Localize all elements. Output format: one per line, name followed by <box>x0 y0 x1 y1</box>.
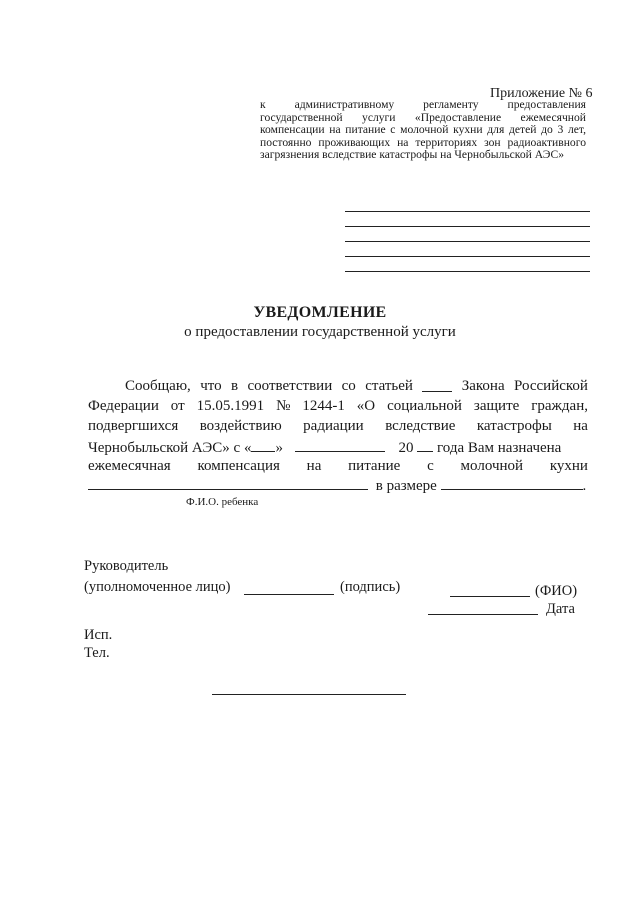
date-caption: Дата <box>546 601 575 617</box>
body-line-5 <box>88 458 588 475</box>
document-title: УВЕДОМЛЕНИЕ <box>253 304 387 321</box>
fio-caption: (ФИО) <box>535 583 578 599</box>
body-word: 15.05.1991 <box>196 398 265 414</box>
year-prefix: 20 <box>398 440 414 456</box>
body-word: Закона <box>461 378 505 394</box>
body-word: от <box>170 398 185 414</box>
body-word: со <box>341 378 356 394</box>
child-name-blank <box>88 476 368 490</box>
document-subtitle: о предоставлении государственной услуги <box>184 324 456 340</box>
body-line-1 <box>125 378 588 395</box>
body-word: № <box>276 398 291 414</box>
body-line-4 <box>88 438 561 457</box>
body-line-2 <box>88 398 588 415</box>
authorized-person-label: (уполномоченное лицо) <box>84 579 231 595</box>
body-text: года Вам назначена <box>436 440 562 456</box>
body-line-3 <box>88 418 588 435</box>
body-word: Сообщаю, <box>125 378 191 394</box>
body-word: граждан, <box>531 398 588 414</box>
body-word: статьей <box>365 378 413 394</box>
body-word: защите <box>473 398 520 414</box>
body-word: социальной <box>387 398 462 414</box>
body-word: воздействию <box>199 418 282 434</box>
year-blank <box>417 438 433 452</box>
amount-blank <box>441 476 583 490</box>
signature-line <box>244 594 334 595</box>
appendix-number: Приложение № 6 <box>490 86 593 101</box>
body-text: . <box>582 478 587 494</box>
body-word: Российской <box>514 378 588 394</box>
body-word: что <box>200 378 222 394</box>
body-word: на <box>306 458 322 474</box>
body-word: вследствие <box>385 418 456 434</box>
executor-label: Исп. <box>84 627 113 643</box>
body-word: молочной <box>460 458 524 474</box>
body-word: катастрофы <box>476 418 552 434</box>
phone-label: Тел. <box>84 645 110 661</box>
body-word: соответствии <box>247 378 333 394</box>
addressee-line <box>345 256 590 257</box>
bottom-line <box>212 694 406 695</box>
body-word: 1244-1 <box>302 398 345 414</box>
body-line-6 <box>88 476 586 495</box>
body-word: кухни <box>549 458 588 474</box>
body-word: подвергшихся <box>88 418 179 434</box>
body-word: с <box>427 458 434 474</box>
body-word: в <box>231 378 239 394</box>
date-line <box>428 614 538 615</box>
fio-line <box>450 596 530 597</box>
body-word: питание <box>348 458 401 474</box>
body-word: на <box>573 418 588 434</box>
article-number-blank <box>422 378 452 392</box>
body-word: компенсация <box>197 458 280 474</box>
appendix-reference: к административному регламенту предоставления государственной услуги «Предоставление ежемесячной компенсации на питание с молочной кухни для детей до 3 лет, постоянно проживающих на территориях зон радиоактивного загрязнения вследствие катастрофы на Чернобыльской АЭС» <box>260 98 586 161</box>
month-blank <box>295 438 385 452</box>
signatory-title: Руководитель <box>84 558 169 574</box>
addressee-line <box>345 271 590 272</box>
body-word: радиации <box>303 418 364 434</box>
body-text: в размере <box>375 478 437 494</box>
signature-caption: (подпись) <box>340 579 401 595</box>
body-word: ежемесячная <box>88 458 171 474</box>
addressee-line <box>345 211 590 212</box>
body-word: «О <box>356 398 376 414</box>
body-text: Чернобыльской АЭС» с « <box>88 440 252 456</box>
addressee-line <box>345 226 590 227</box>
body-word: Федерации <box>88 398 159 414</box>
body-text: » <box>275 440 283 456</box>
child-name-caption: Ф.И.О. ребенка <box>186 496 259 508</box>
addressee-line <box>345 241 590 242</box>
day-blank <box>251 438 275 452</box>
